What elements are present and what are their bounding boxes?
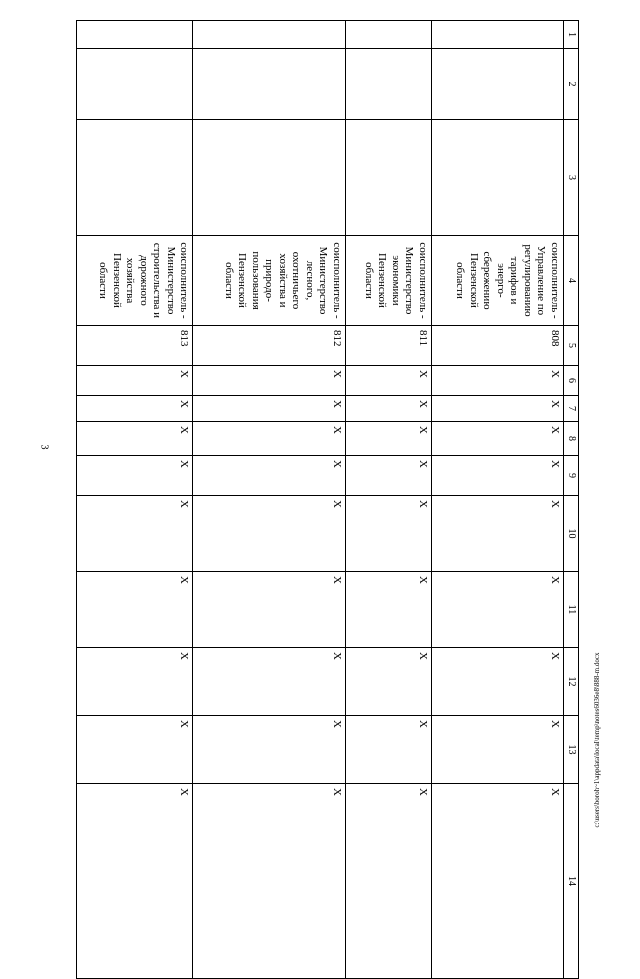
executor-cell: соисполнитель - Управление по регулированию тарифов и энерго-сбережению Пензенской области xyxy=(431,236,563,326)
table-cell xyxy=(345,49,431,120)
mark-cell: X xyxy=(193,456,345,496)
footer-file-path: c:\users\boroh~1\appdata\local\temp\notes6036e8\888-m.docx xyxy=(593,652,601,828)
column-number-row xyxy=(563,21,578,979)
mark-cell: X xyxy=(345,422,431,456)
table-cell xyxy=(345,21,431,49)
mark-cell: X xyxy=(345,648,431,716)
table-cell xyxy=(431,120,563,236)
mark-cell: X xyxy=(431,366,563,396)
mark-cell: X xyxy=(77,648,193,716)
column-header: 9 xyxy=(563,456,578,496)
table-container xyxy=(76,20,579,886)
column-header: 5 xyxy=(563,326,578,366)
mark-cell: X xyxy=(431,456,563,496)
table-cell xyxy=(345,120,431,236)
mark-cell: X xyxy=(193,648,345,716)
mark-cell: X xyxy=(431,496,563,572)
table-cell xyxy=(77,120,193,236)
mark-cell: X xyxy=(431,422,563,456)
column-header: 8 xyxy=(563,422,578,456)
mark-cell: X xyxy=(77,784,193,979)
page-number: 3 xyxy=(38,444,50,450)
mark-cell: X xyxy=(431,396,563,422)
mark-cell: X xyxy=(345,496,431,572)
mark-cell: X xyxy=(193,422,345,456)
table-row xyxy=(193,21,345,979)
column-header: 14 xyxy=(563,784,578,979)
table-cell xyxy=(193,120,345,236)
mark-cell: X xyxy=(77,422,193,456)
data-table xyxy=(76,20,579,979)
code-cell: 813 xyxy=(77,326,193,366)
table-row xyxy=(77,21,193,979)
mark-cell: X xyxy=(77,572,193,648)
mark-cell: X xyxy=(431,716,563,784)
executor-cell: соисполнитель - Министерство лесного, охотничьего хозяйства и природо-пользования Пензенской области xyxy=(193,236,345,326)
mark-cell: X xyxy=(345,784,431,979)
mark-cell: X xyxy=(193,366,345,396)
table-cell xyxy=(77,49,193,120)
code-cell: 808 xyxy=(431,326,563,366)
table-cell xyxy=(193,21,345,49)
column-header: 3 xyxy=(563,120,578,236)
mark-cell: X xyxy=(77,456,193,496)
mark-cell: X xyxy=(77,366,193,396)
column-header: 10 xyxy=(563,496,578,572)
mark-cell: X xyxy=(345,366,431,396)
mark-cell: X xyxy=(431,572,563,648)
mark-cell: X xyxy=(193,572,345,648)
column-header: 6 xyxy=(563,366,578,396)
mark-cell: X xyxy=(193,784,345,979)
table-row xyxy=(345,21,431,979)
mark-cell: X xyxy=(431,648,563,716)
table-cell xyxy=(431,49,563,120)
mark-cell: X xyxy=(345,396,431,422)
code-cell: 812 xyxy=(193,326,345,366)
column-header: 13 xyxy=(563,716,578,784)
mark-cell: X xyxy=(431,784,563,979)
mark-cell: X xyxy=(345,716,431,784)
table-cell xyxy=(193,49,345,120)
column-header: 1 xyxy=(563,21,578,49)
column-header: 2 xyxy=(563,49,578,120)
table-cell xyxy=(77,21,193,49)
mark-cell: X xyxy=(345,456,431,496)
executor-cell: соисполнитель - Министерство строительства и дорожного хозяйства Пензенской области xyxy=(77,236,193,326)
mark-cell: X xyxy=(193,716,345,784)
code-cell: 811 xyxy=(345,326,431,366)
mark-cell: X xyxy=(77,496,193,572)
column-header: 7 xyxy=(563,396,578,422)
mark-cell: X xyxy=(77,396,193,422)
column-header: 4 xyxy=(563,236,578,326)
executor-cell: соисполнитель - Министерство экономики Пензенской области xyxy=(345,236,431,326)
column-header: 12 xyxy=(563,648,578,716)
mark-cell: X xyxy=(193,396,345,422)
mark-cell: X xyxy=(77,716,193,784)
column-header: 11 xyxy=(563,572,578,648)
table-row xyxy=(431,21,563,979)
mark-cell: X xyxy=(345,572,431,648)
table-cell xyxy=(431,21,563,49)
mark-cell: X xyxy=(193,496,345,572)
